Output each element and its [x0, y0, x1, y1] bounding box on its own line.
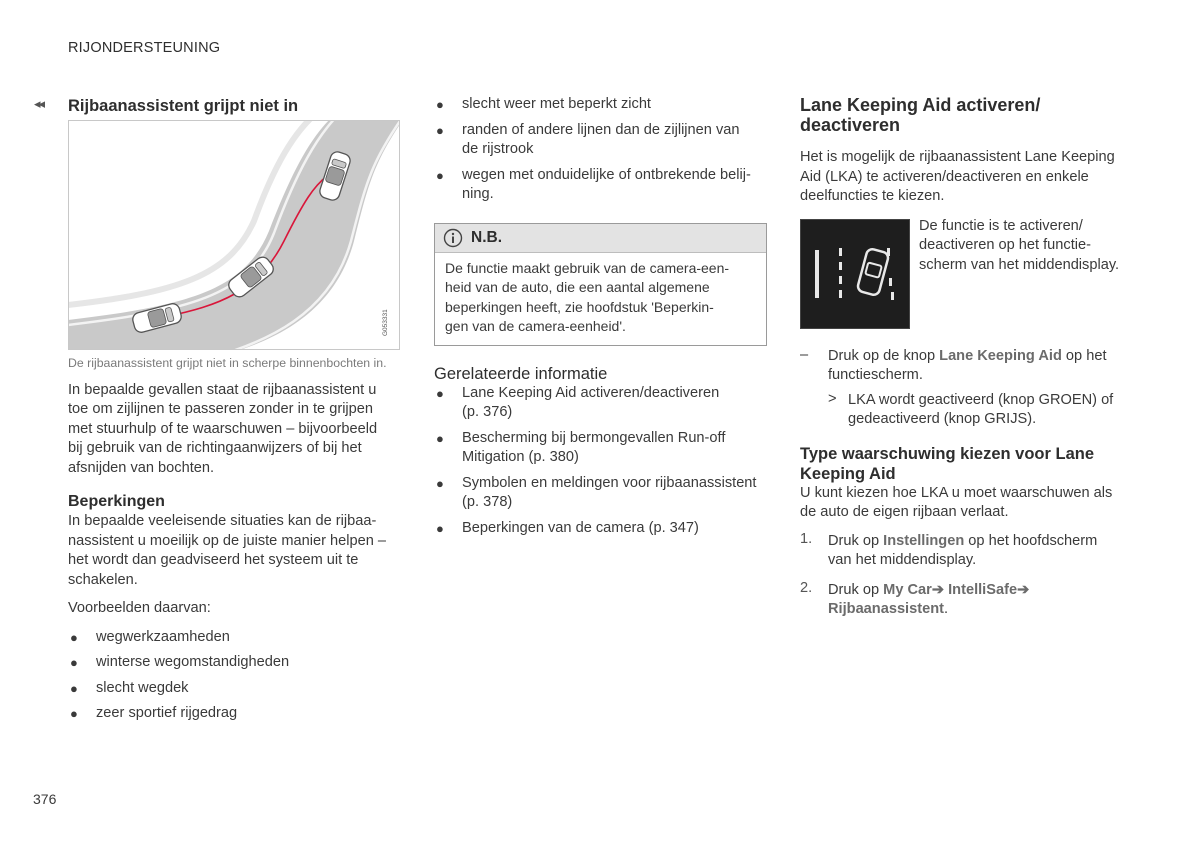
lane-assistant-reference[interactable]: Rijbaanassistent [828, 601, 944, 617]
related-link[interactable]: ● Lane Keeping Aid activeren/deactiveren (p. 376) [436, 384, 720, 420]
bullet-icon: ● [70, 655, 78, 670]
lka-button-image [800, 219, 910, 329]
limitations-paragraph [68, 512, 400, 590]
intro-line: met stuurhulp of te waarschuwen – bijvoorbeeld [68, 420, 378, 437]
info-icon [443, 228, 463, 248]
limitations-line: schakelen. [68, 571, 138, 588]
lka-image-text: De functie is te activeren/ deactiveren op het functie- scherm van het middendisplay. [919, 217, 1120, 273]
list-item: ● wegen met onduidelijke of ontbrekende belij- ning. [436, 166, 751, 202]
bullet-icon: ● [70, 706, 78, 721]
bullet-icon: ● [436, 520, 444, 536]
note-line: beperkingen heeft, zie hoofdstuk 'Beperkin- [445, 298, 714, 315]
limitations-heading: Beperkingen [68, 493, 165, 510]
note-body [435, 253, 766, 345]
activate-heading: Lane Keeping Aid activeren/ deactiveren [800, 95, 1041, 135]
related-link[interactable]: ● Bescherming bij bermongevallen Run-off Mitigation (p. 380) [436, 429, 726, 465]
bullet-icon: ● [436, 385, 444, 401]
bullet-icon: ● [70, 680, 78, 696]
page-number: 376 [33, 791, 57, 807]
column-left [68, 96, 400, 724]
limitations-line: het wordt dan geadviseerd het systeem uit te [68, 552, 359, 568]
note-line: De functie maakt gebruik van de camera-een- [445, 259, 730, 276]
list-item: ● wegwerkzaamheden [68, 628, 400, 648]
related-list [434, 384, 767, 539]
intro-line: bij gebruik van de richtingaanwijzers of bij het [68, 440, 362, 456]
list-item: ● randen of andere lijnen dan de zijlijnen van de rijstrook [436, 121, 740, 157]
lka-symbol-icon [801, 220, 909, 328]
figure-caption: De rijbaanassistent grijpt niet in scherpe binnenbochten in. [68, 356, 387, 370]
intellisafe-reference[interactable]: IntelliSafe [948, 581, 1018, 598]
related-link[interactable]: ● Beperkingen van de camera (p. 347) [434, 519, 767, 539]
figure-code: G053331 [382, 309, 389, 336]
road-surface [69, 121, 400, 350]
examples-list [68, 628, 400, 724]
limitations-line: nassistent u moeilijk op de juiste manier helpen – [68, 532, 386, 549]
settings-reference[interactable]: Instellingen [883, 532, 965, 549]
intro-line: toe om zijlijnen te passeren zonder in te grijpen [68, 401, 374, 417]
section-header: RIJONDERSTEUNING [68, 40, 221, 56]
steps-list [800, 532, 1135, 620]
related-heading: Gerelateerde informatie [434, 364, 608, 383]
bullet-icon: ● [436, 122, 444, 138]
action-step: – Druk op de knop Lane Keeping Aid op het functiescherm. [800, 346, 1107, 383]
examples-label: Voorbeelden daarvan: [68, 600, 211, 616]
list-item: ● zeer sportief rijgedrag [68, 704, 400, 724]
intro-paragraph [68, 381, 400, 479]
bullet-icon: ● [70, 629, 78, 645]
intro-line: deelfuncties te kiezen. [800, 188, 945, 204]
action-result: > LKA wordt geactiveerd (knop GROEN) of gedeactiveerd (knop GRIJS). [828, 390, 1114, 427]
limitations-line: In bepaalde veeleisende situaties kan de rijbaa- [68, 513, 377, 529]
step-item: 2. Druk op My Car➔ IntelliSafe➔ Rijbaanassistent. [800, 579, 1030, 617]
note-title: N.B. [471, 228, 502, 246]
back-arrows-icon[interactable]: ◂◂ [34, 96, 44, 111]
section-title-not-intervening: Rijbaanassistent grijpt niet in [68, 97, 299, 115]
intro-line: Aid (LKA) te activeren/deactiveren en enkele [800, 168, 1089, 185]
arrow-right-icon: ➔ [931, 581, 945, 598]
lka-button-reference[interactable]: Lane Keeping Aid [939, 347, 1062, 364]
arrow-right-icon: ➔ [1017, 581, 1030, 598]
lka-image-row [800, 219, 1135, 329]
activate-intro [800, 148, 1135, 207]
related-link[interactable]: ● Symbolen en meldingen voor rijbaanassistent (p. 378) [436, 474, 757, 510]
curve-illustration [68, 120, 400, 350]
note-header [435, 224, 766, 253]
warning-type-heading: Type waarschuwing kiezen voor Lane Keeping Aid [800, 444, 1095, 483]
column-right [800, 95, 1135, 620]
bullet-icon: ● [436, 475, 444, 491]
list-item: ● slecht weer met beperkt zicht [434, 95, 767, 115]
list-item: ● winterse wegomstandigheden [68, 653, 400, 673]
step-item: 1. Druk op Instellingen op het hoofdscherm van het middendisplay. [800, 530, 1098, 568]
note-line: gen van de camera-eenheid'. [445, 318, 626, 334]
note-line: heid van de auto, die een aantal algemene [445, 279, 710, 295]
intro-line: In bepaalde gevallen staat de rijbaanassistent u [68, 381, 377, 398]
warning-intro: U kunt kiezen hoe LKA u moet waarschuwen als de auto de eigen rijbaan verlaat. [800, 484, 1113, 520]
my-car-reference[interactable]: My Car [883, 581, 932, 598]
list-item: ● slecht wegdek [68, 679, 400, 699]
intro-line: afsnijden van bochten. [68, 459, 215, 476]
road-curve-drawing [69, 121, 400, 350]
note-box [434, 223, 767, 346]
column-middle [434, 95, 767, 538]
conditions-list [434, 95, 767, 205]
bullet-icon: ● [436, 97, 444, 112]
bullet-icon: ● [436, 430, 444, 446]
bullet-icon: ● [436, 167, 444, 183]
intro-line: Het is mogelijk de rijbaanassistent Lane Keeping [800, 149, 1115, 165]
